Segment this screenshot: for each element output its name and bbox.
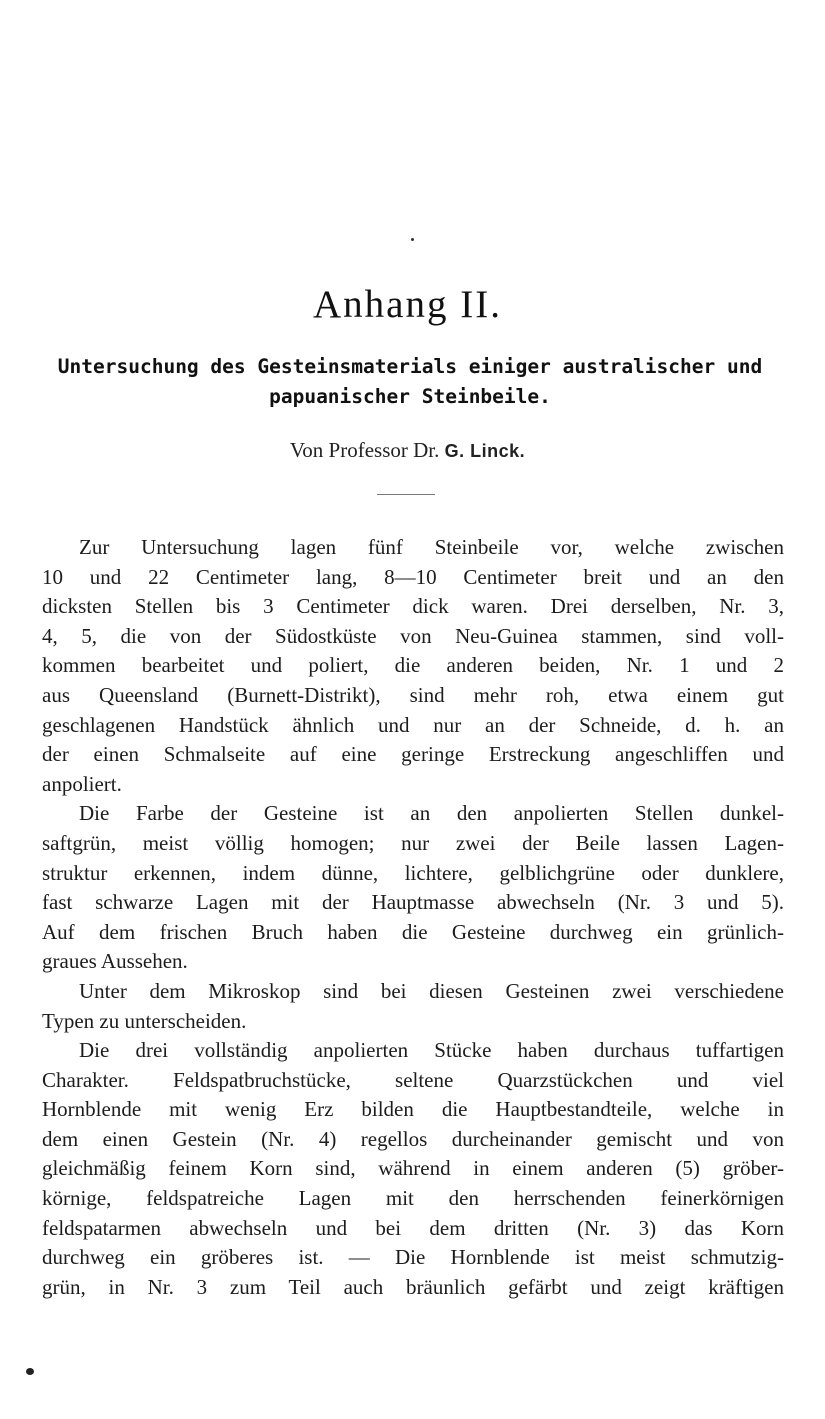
text-line: geschlagenen Handstück ähnlich und nur an der Schneide, d. h. an	[42, 712, 784, 737]
text-line: fast schwarze Lagen mit der Hauptmasse abwechseln (Nr. 3 und 5).	[42, 890, 784, 915]
text-line: 4, 5, die von der Südostküste von Neu-Guinea stammen, sind voll-	[42, 623, 784, 648]
text-line: aus Queensland (Burnett-Distrikt), sind mehr roh, etwa einem gut	[42, 682, 784, 707]
text-line: gleichmäßig feinem Korn sind, während in einem anderen (5) gröber-	[42, 1156, 784, 1181]
text-line: kommen bearbeitet und poliert, die anderen beiden, Nr. 1 und 2	[42, 653, 784, 678]
text-line: Charakter. Feldspatbruchstücke, seltene Quarzstückchen und viel	[42, 1067, 784, 1092]
text-line: Zur Untersuchung lagen fünf Steinbeile vor, welche zwischen	[79, 535, 784, 559]
author-name: G. Linck.	[444, 441, 526, 461]
section-divider	[377, 494, 435, 495]
text-line: anpoliert.	[42, 771, 122, 796]
text-line: saftgrün, meist völlig homogen; nur zwei der Beile lassen Lagen-	[42, 830, 784, 855]
text-line: Unter dem Mikroskop sind bei diesen Gesteinen zwei verschiedene	[79, 978, 784, 1003]
text-line: struktur erkennen, indem dünne, lichtere, gelblichgrüne oder dunklere,	[42, 860, 784, 885]
article-subtitle	[45, 352, 775, 412]
text-line: der einen Schmalseite auf eine geringe Erstreckung angeschliffen und	[42, 742, 784, 767]
ink-speck	[26, 1368, 34, 1375]
text-line: Die Farbe der Gesteine ist an den anpolierten Stellen dunkel-	[79, 801, 784, 826]
text-line: durchweg ein gröberes ist. — Die Hornblende ist meist schmutzig-	[42, 1245, 784, 1270]
text-line: Auf dem frischen Bruch haben die Gesteine durchweg ein grünlich-	[42, 919, 784, 944]
text-line: Hornblende mit wenig Erz bilden die Hauptbestandteile, welche in	[42, 1097, 784, 1122]
author-byline	[0, 438, 815, 463]
byline-prefix: Von Professor Dr.	[289, 438, 440, 462]
text-line: dem einen Gestein (Nr. 4) regellos durcheinander gemischt und von	[42, 1126, 784, 1151]
text-line: 10 und 22 Centimeter lang, 8—10 Centimeter breit und an den	[42, 564, 784, 589]
text-line: graues Aussehen.	[42, 949, 188, 974]
subtitle-line: Untersuchung des Gesteinsmaterials einiger australischer und	[57, 355, 763, 378]
text-line: dicksten Stellen bis 3 Centimeter dick waren. Drei derselben, Nr. 3,	[42, 594, 784, 619]
text-line: Typen zu unterscheiden.	[42, 1008, 247, 1033]
text-line: körnige, feldspatreiche Lagen mit den herrschenden feinerkörnigen	[42, 1186, 784, 1211]
ink-speck	[411, 238, 414, 241]
text-line: feldspatarmen abwechseln und bei dem dritten (Nr. 3) das Korn	[42, 1215, 784, 1240]
text-line: Die drei vollständig anpolierten Stücke haben durchaus tuffartigen	[79, 1038, 784, 1063]
appendix-heading: Anhang II.	[313, 283, 502, 326]
body-text	[42, 533, 784, 1302]
subtitle-line: papuanischer Steinbeile.	[269, 385, 551, 408]
text-line: grün, in Nr. 3 zum Teil auch bräunlich gefärbt und zeigt kräftigen	[42, 1274, 784, 1299]
